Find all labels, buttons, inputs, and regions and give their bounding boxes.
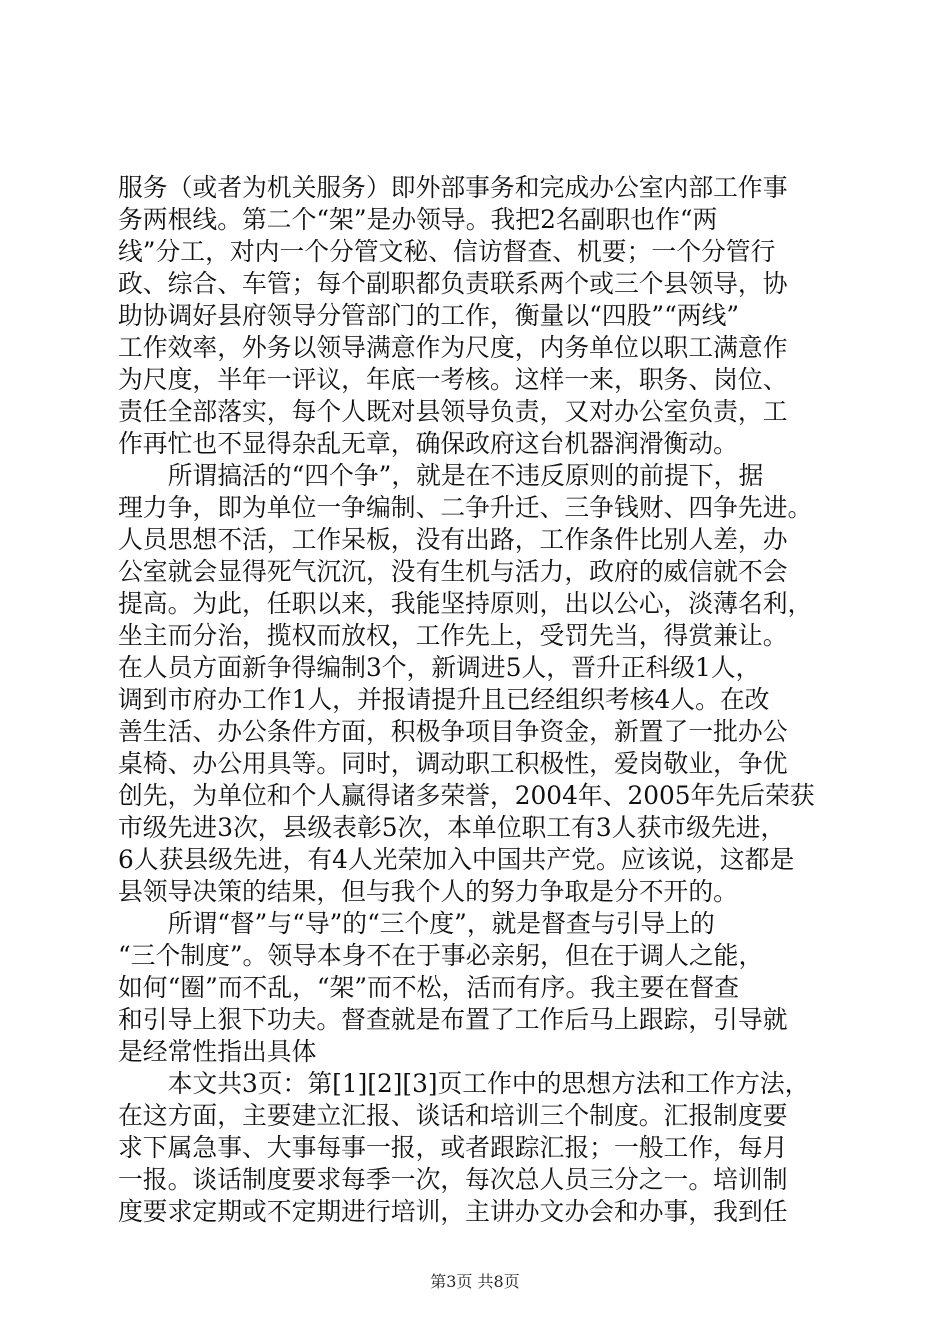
text-line: 市级先进3次，县级表彰5次，本单位职工有3人获市级先进， <box>118 813 786 842</box>
text-line: 提高。为此，任职以来，我能坚持原则，出以公心，淡薄名利， <box>118 589 813 618</box>
text-line: 6人获县级先进，有4人光荣加入中国共产党。应该说，这都是 <box>118 845 795 874</box>
text-line: 在这方面，主要建立汇报、谈话和培训三个制度。汇报制度要 <box>118 1101 788 1130</box>
text-line: 理力争，即为单位一争编制、二争升迁、三争钱财、四争先进。 <box>118 493 813 522</box>
text-line: 公室就会显得死气沉沉，没有生机与活力，政府的威信就不会 <box>118 557 788 586</box>
text-line: 线”分工，对内一个分管文秘、信访督查、机要；一个分管行 <box>118 237 776 266</box>
text-line: 作再忙也不显得杂乱无章，确保政府这台机器润滑衡动。 <box>118 429 738 458</box>
text-line: 责任全部落实，每个人既对县领导负责，又对办公室负责，工 <box>118 397 788 426</box>
text-line: 政、综合、车管；每个副职都负责联系两个或三个县领导，协 <box>118 269 788 298</box>
text-line: 和引导上狠下功夫。督查就是布置了工作后马上跟踪，引导就 <box>118 1005 788 1034</box>
text-line: 如何“圈”而不乱，“架”而不松，活而有序。我主要在督查 <box>118 973 740 1002</box>
text-line: 调到市府办工作1人，并报请提升且已经组织考核4人。在改 <box>118 685 770 714</box>
text-line: 在人员方面新争得编制3个，新调进5人，晋升正科级1人， <box>118 653 761 682</box>
body-text <box>118 172 838 1228</box>
text-line: 桌椅、办公用具等。同时，调动职工积极性，爱岗敬业，争优 <box>118 749 788 778</box>
text-line: 一报。谈话制度要求每季一次，每次总人员三分之一。培训制 <box>118 1165 788 1194</box>
text-line: 人员思想不活，工作呆板，没有出路，工作条件比别人差，办 <box>118 525 788 554</box>
text-line: 工作效率，外务以领导满意作为尺度，内务单位以职工满意作 <box>118 333 788 362</box>
text-line: “三个制度”。领导本身不在于事必亲躬，但在于调人之能， <box>118 941 764 970</box>
text-line: 本文共3页：第[1][2][3]页工作中的思想方法和工作方法， <box>118 1069 810 1098</box>
text-line: 助协调好县府领导分管部门的工作，衡量以“四股”“两线” <box>118 301 740 330</box>
page-footer: 第3页 共8页 <box>430 1272 520 1291</box>
text-line: 坐主而分治，揽权而放权，工作先上，受罚先当，得赏兼让。 <box>118 621 788 650</box>
text-line: 度要求定期或不定期进行培训，主讲办文办会和办事，我到任 <box>118 1197 788 1226</box>
text-line: 县领导决策的结果，但与我个人的努力争取是分不开的。 <box>118 877 738 906</box>
text-line: 服务（或者为机关服务）即外部事务和完成办公室内部工作事 <box>118 173 788 202</box>
text-line: 所谓搞活的“四个争”，就是在不违反原则的前提下，据 <box>118 461 764 490</box>
text-line: 是经常性指出具体 <box>118 1037 317 1066</box>
text-line: 求下属急事、大事每事一报，或者跟踪汇报；一般工作，每月 <box>118 1133 788 1162</box>
text-line: 务两根线。第二个“架”是办领导。我把2名副职也作“两 <box>118 205 718 234</box>
text-line: 所谓“督”与“导”的“三个度”，就是督查与引导上的 <box>118 909 715 938</box>
text-line: 善生活、办公条件方面，积极争项目争资金，新置了一批办公 <box>118 717 788 746</box>
text-line: 为尺度，半年一评议，年底一考核。这样一来，职务、岗位、 <box>118 365 788 394</box>
text-line: 创先，为单位和个人赢得诸多荣誉，2004年、2005年先后荣获 <box>118 781 815 810</box>
